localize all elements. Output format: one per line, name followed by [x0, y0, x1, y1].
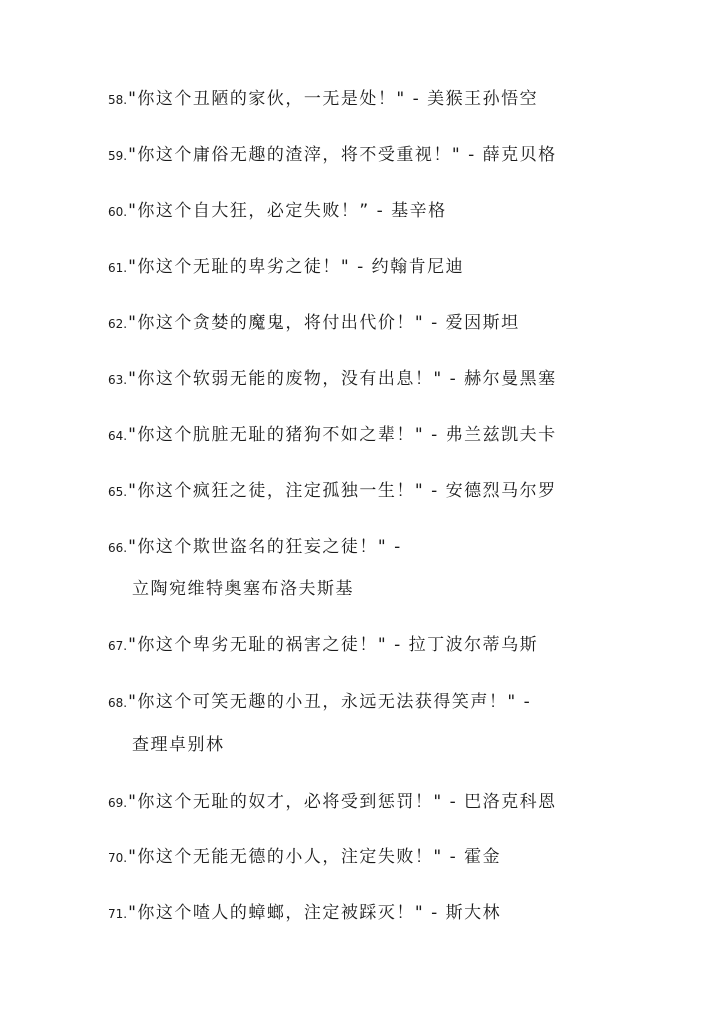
- entry-line: [108, 633, 538, 658]
- entry-continuation: 查理卓别林: [132, 735, 225, 755]
- entry-line: [108, 423, 557, 448]
- entry-line: [108, 199, 447, 224]
- entry-number: 69.: [108, 796, 128, 810]
- entry-text: "你这个无能无德的小人，注定失败！" - 霍金: [128, 847, 502, 867]
- entry-line: [108, 479, 557, 504]
- entry-text: "你这个疯狂之徒，注定孤独一生！" - 安德烈马尔罗: [128, 481, 557, 501]
- entry-line: [108, 535, 402, 560]
- entry-line: [108, 901, 501, 926]
- entry-number: 68.: [108, 696, 128, 710]
- entry-number: 65.: [108, 485, 128, 499]
- entry-line: [108, 143, 557, 168]
- entry-line: [108, 690, 531, 715]
- entry-number: 66.: [108, 541, 128, 555]
- entry-text: "你这个丑陋的家伙，一无是处！" - 美猴王孙悟空: [128, 89, 539, 109]
- entry-text: "你这个喳人的蟑螂，注定被踩灭！" - 斯大林: [128, 903, 502, 923]
- entry-line: [108, 255, 464, 280]
- entry-text: "你这个欺世盗名的狂妄之徒！" -: [128, 537, 402, 557]
- entry-line: [108, 367, 557, 392]
- entry-line: [108, 790, 557, 815]
- entry-text: "你这个贪婪的魔鬼，将付出代价！" - 爱因斯坦: [128, 313, 520, 333]
- entry-number: 61.: [108, 261, 128, 275]
- entry-line: [108, 311, 520, 336]
- entry-number: 71.: [108, 907, 128, 921]
- entry-number: 59.: [108, 149, 128, 163]
- entry-line: [108, 87, 538, 112]
- entry-line: [108, 845, 501, 870]
- entry-number: 58.: [108, 93, 128, 107]
- entry-text: "你这个自大狂，必定失败！” - 基辛格: [128, 201, 447, 221]
- entry-number: 64.: [108, 429, 128, 443]
- entry-text: "你这个肮脏无耻的猪狗不如之辈！" - 弗兰兹凯夫卡: [128, 425, 557, 445]
- entry-text: "你这个无耻的卑劣之徒！" - 约翰肯尼迪: [128, 257, 465, 277]
- entry-text: "你这个卑劣无耻的祸害之徒！" - 拉丁波尔蒂乌斯: [128, 635, 539, 655]
- entry-number: 62.: [108, 317, 128, 331]
- entry-number: 67.: [108, 639, 128, 653]
- entry-continuation: 立陶宛维特奥塞布洛夫斯基: [132, 579, 354, 599]
- entry-number: 60.: [108, 205, 128, 219]
- entry-number: 63.: [108, 373, 128, 387]
- entry-text: "你这个庸俗无趣的渣滓，将不受重视！" - 薛克贝格: [128, 145, 557, 165]
- entry-text: "你这个软弱无能的废物，没有出息！" - 赫尔曼黑塞: [128, 369, 557, 389]
- entry-text: "你这个无耻的奴才，必将受到惩罚！" - 巴洛克科恩: [128, 792, 557, 812]
- entry-text: "你这个可笑无趣的小丑，永远无法获得笑声！" -: [128, 692, 532, 712]
- entry-number: 70.: [108, 851, 128, 865]
